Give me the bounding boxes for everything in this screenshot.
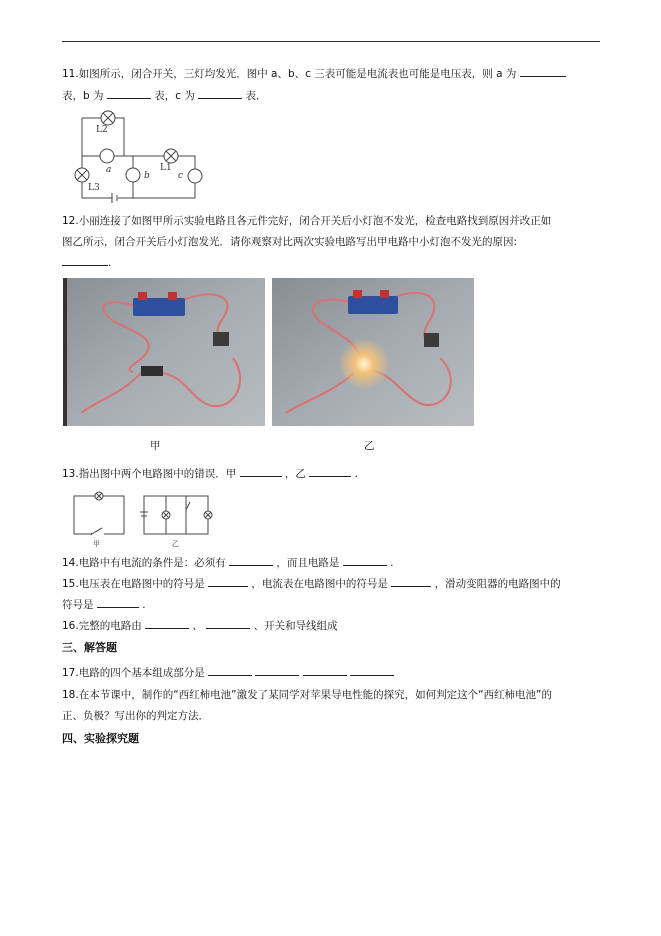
question-18-line2: 正、负极？写出你的判定方法． — [62, 710, 209, 722]
section-4-heading: 四、实验探究题 — [62, 732, 139, 745]
meter-a-icon — [100, 149, 114, 163]
answer-blank-q17-a[interactable] — [208, 664, 252, 676]
question-11-line2: 表，b 为 表，c 为 表． — [62, 86, 267, 106]
answer-blank-q16-b[interactable] — [206, 617, 250, 629]
label-L3: L3 — [88, 183, 100, 193]
answer-blank-q16-a[interactable] — [145, 617, 189, 629]
lamp-icon — [75, 168, 89, 182]
answer-blank-a[interactable] — [520, 65, 566, 77]
photo-caption-yi: 乙 — [364, 440, 375, 452]
answer-blank-q17-d[interactable] — [350, 664, 394, 676]
label-L2: L2 — [96, 125, 108, 135]
question-16: 16.完整的电路由 、 、开关和导线组成 — [62, 616, 338, 636]
question-15-line2: 符号是 . — [62, 595, 146, 615]
header-rule — [62, 41, 600, 42]
answer-blank-c[interactable] — [198, 87, 242, 99]
answer-blank-q13-jia[interactable] — [240, 465, 282, 477]
circuit-diagram-q11 — [70, 110, 210, 205]
question-12-line1: 12.小丽连接了如图甲所示实验电路且各元件完好，闭合开关后小灯泡不发光，检查电路找到原因并改正如 — [62, 215, 552, 227]
answer-blank-q17-c[interactable] — [303, 664, 347, 676]
diagram-label-jia: 甲 — [93, 540, 100, 548]
meter-c-icon — [188, 169, 202, 183]
label-c: c — [178, 171, 184, 181]
question-14: 14.电路中有电流的条件是：必须有 ，而且电路是 . — [62, 553, 393, 573]
photo-circuit-jia — [63, 278, 265, 426]
answer-blank-q14-a[interactable] — [229, 554, 273, 566]
meter-b-icon — [126, 168, 140, 182]
question-11-text: 11.如图所示，闭合开关，三灯均发光．图中 a、b、c 三表可能是电流表也可能是电压表，则 a 为 — [62, 68, 517, 80]
question-12-line3: . — [62, 253, 111, 273]
diagram-label-yi: 乙 — [172, 540, 179, 548]
label-L1: L1 — [160, 163, 172, 173]
answer-blank-q13-yi[interactable] — [309, 465, 351, 477]
answer-blank-b[interactable] — [107, 87, 151, 99]
section-3-heading: 三、解答题 — [62, 641, 117, 654]
answer-blank-q17-b[interactable] — [255, 664, 299, 676]
lamp-icon — [101, 111, 115, 125]
photo-circuit-yi — [272, 278, 474, 426]
question-15-line1: 15.电压表在电路图中的符号是 ，电流表在电路图中的符号是 ，滑动变阻器的电路图中的 — [62, 574, 561, 594]
answer-blank-q15-c[interactable] — [97, 596, 139, 608]
answer-blank-q15-b[interactable] — [391, 575, 431, 587]
question-18-line1: 18.在本节课中，制作的“西红柿电池”激发了某同学对苹果导电性能的探究，如何判定这个“西红柿电池”的 — [62, 689, 552, 701]
label-b: b — [144, 171, 150, 181]
answer-blank-q15-a[interactable] — [208, 575, 248, 587]
circuit-diagrams-q13 — [68, 488, 218, 548]
label-a: a — [106, 165, 112, 175]
photo-caption-jia: 甲 — [150, 440, 161, 452]
answer-blank-q12[interactable] — [62, 254, 108, 266]
answer-blank-q14-b[interactable] — [343, 554, 387, 566]
lamp-icon — [164, 149, 178, 163]
question-12-line2: 图乙所示，闭合开关后小灯泡发光．请你观察对比两次实验电路写出甲电路中小灯泡不发光的原因: — [62, 236, 518, 248]
question-11-line1 — [62, 64, 566, 84]
question-17: 17.电路的四个基本组成部分是 — [62, 663, 394, 683]
question-13: 13.指出图中两个电路图中的错误．甲 ，乙 . — [62, 464, 358, 484]
